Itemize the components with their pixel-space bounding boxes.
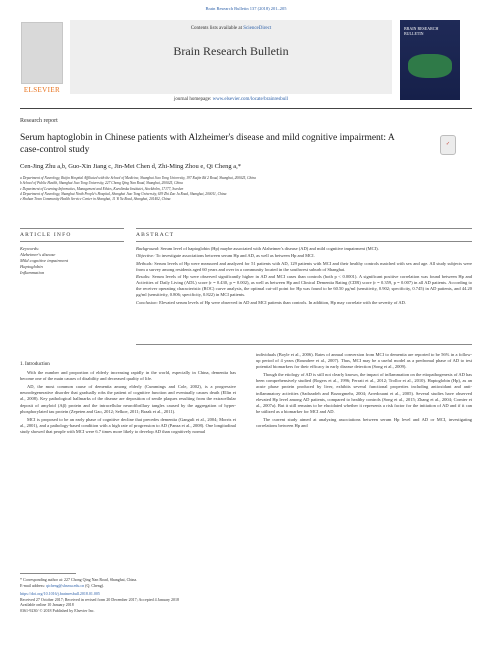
corresponding-author-note: * Corresponding author at: 227 Chong Qing Nan Road, Shanghai, China. [20, 577, 138, 582]
body-left-column [20, 362, 236, 437]
cover-brain-icon [408, 54, 452, 78]
abstract-text: Elevated serum levels of Hp were observed in AD and MCI patients than controls. In addition, Hp may correlate with the severity of AD. [158, 299, 407, 305]
affiliation-item: b School of Public Health, Shanghai Jiao Tong University, 227 Chong Qing Nan Road, Shanghai, 200025, China [20, 181, 183, 186]
keyword-item: Haptoglobin [20, 264, 43, 269]
email-prefix: E-mail address: [20, 582, 46, 588]
body-right-column [256, 352, 472, 431]
journal-citation[interactable]: Brain Research Bulletin 137 (2018) 201–205 [205, 6, 287, 11]
article-info-rule [20, 228, 124, 229]
journal-title: Brain Research Bulletin [173, 44, 289, 58]
journal-homepage-line [70, 97, 392, 102]
publisher-logo[interactable] [20, 22, 64, 94]
abstract-end-rule [136, 344, 472, 345]
affiliations [20, 176, 472, 202]
header-divider [20, 108, 472, 109]
abstract-body [136, 246, 472, 307]
abstract-label: Background: [136, 246, 160, 251]
journal-cover-image[interactable] [400, 20, 460, 100]
contents-prefix: Contents lists available at [190, 26, 244, 31]
body-paragraph: With the number and proportion of elderly increasing rapidly in the world, especially in China, dementia has become one of the main causes of disability and decreased quality of life. [20, 370, 236, 382]
elsevier-tree-icon [21, 22, 63, 84]
doi-link[interactable]: https://doi.org/10.1016/j.brainresbull.2018.01.005 [20, 591, 100, 597]
abstract-paragraph [136, 253, 472, 259]
affiliation-item: c Department of Learning Informatics, Management and Ethics, Karolinska Institutet, Stockholm, 17177, Sweden [20, 186, 184, 191]
cover-title: BRAIN RESEARCH BULLETIN [404, 26, 439, 36]
body-paragraph: individuals (Boyle et al., 2006). Rates of annual conversion from MCI to dementia are reported to be 56% in a follow-up period of 4 years (Roundree et al., 2007). Thus, MCI may be a useful model as a predromal phase of AD to test potential biomarkers for their efficacy in early disease detection (Song et al., 2009). [256, 352, 472, 370]
abstract-rule-lower [136, 241, 472, 242]
abstract-label: Results: [136, 273, 151, 279]
author-list: Cen-Jing Zhu a,b, Guo-Xin Jiang c, Jin-Mei Chen d, Zhi-Ming Zhou e, Qi Cheng a,* [20, 163, 241, 170]
sciencedirect-link[interactable]: ScienceDirect [243, 26, 272, 31]
keywords-block [20, 246, 120, 276]
keyword-item: Alzheimer's disease [20, 252, 56, 257]
footnotes [20, 577, 320, 614]
email-suffix: (Q. Cheng). [84, 582, 105, 588]
footnote-rule [20, 573, 76, 574]
abstract-heading: ABSTRACT [136, 232, 175, 238]
abstract-rule [136, 228, 472, 229]
section-heading-introduction: 1. Introduction [20, 362, 50, 367]
keyword-item: Mild cognitive impairment [20, 258, 68, 263]
abstract-text: To investigate associations between serum Hp and AD, as well as between Hp and MCI. [154, 253, 315, 259]
abstract-paragraph [136, 246, 472, 252]
affiliation-item: e Shuhan Town Community Health Service Center in Shanghai, 11 Yi Yu Road, Shanghai, 201402, China [20, 197, 171, 202]
publisher-logo-text: ELSEVIER [23, 86, 61, 94]
abstract-paragraph [136, 274, 472, 298]
contents-line [70, 26, 392, 31]
abstract-text: Serum levels of Hp were observed significantly higher in AD and MCI cases than controls (both p < 0.0001). A significant positive correlation was found between Hp and Activities of Daily Living (ADL) score (r = 0.430, p = 0.002), as well as between Hp and Clinical Dementia Rating (CDR) score (r = 0.359, p = 0.007) in all AD patients. According to the receiver operating characteristic (ROC) curve analysis, the optimal cut-off point for Hp was found to be 60.50 μg/ml (sensitivity, 0.902; specificity, 0.745) in AD patients, and 44.20 μg/ml (sensitivity, 0.806; specificity, 0.822) in MCI patients. [136, 273, 472, 298]
affiliation-item: d Department of Neurology, Shanghai Ninth People's Hospital, Shanghai Jiao Tong University, 639 Zhi Zao Ju Road, Shanghai, 200011, China [20, 191, 227, 196]
article-info-rule-lower [20, 241, 124, 242]
affiliation-item: a Department of Neurology, Ruijin Hospital Affiliated with the School of Medicine, Shanghai Jiao Tong University, 197 Ruijin Rd 2 Road, Shanghai, 200025, China [20, 176, 256, 180]
abstract-label: Methods: [136, 260, 153, 266]
abstract-paragraph [136, 261, 472, 273]
body-paragraph: MCI is proposed to be an early phase of cognitive decline that precedes dementia (Ganguli et al., 2004; Morris et al., 2001), and a pathology-based condition with a high rate of progression to AD (Panza et al., 2008). One longitudinal study showed that people with MCI were 6.7 times more likely to develop AD than cognitively normal [20, 416, 236, 434]
abstract-text: Serum levels of Hp were measured and analyzed for 51 patients with AD, 129 patients with MCI and their healthy controls matched with sex and age. All study subjects were from a survey among residents aged 60 years and over in a community located in the southwest suburb of Shanghai. [136, 260, 472, 272]
abstract-label: Objective: [136, 253, 155, 259]
homepage-prefix: journal homepage: [173, 97, 213, 102]
body-paragraph: AD, the most common cause of dementia among elderly (Cummings and Cole, 2002), is a progressive neurodegenerative disorder that gradually robs the patient of cognitive function and eventually causes death (Ellin et al., 2008). Key pathological hallmarks of the disease are deposition of senile plaques resulting from the extracellular deposit of amyloid (Aβ) protein and the intracellular neurofibrillary tangles caused by the aggregation of hyper-phosphorylated tau protein (Zepeten and Gao, 2012; Selkoe, 2011; Braak et al., 2011). [20, 384, 236, 414]
abstract-paragraph [136, 300, 472, 306]
journal-homepage-link[interactable]: www.elsevier.com/locate/brainresbull [212, 97, 289, 102]
crossmark-label: ✓ [445, 142, 451, 147]
abstract-label: Conclusion: [136, 299, 158, 305]
copyright-line: 0361-9230/ © 2018 Published by Elsevier Inc. [20, 607, 95, 613]
keywords-label: Keywords: [20, 246, 40, 251]
article-info-heading: ARTICLE INFO [20, 232, 72, 238]
email-link[interactable]: qicheng@shsmu.edu.cn [46, 582, 85, 588]
body-paragraph: Though the etiology of AD is still not clearly known, the impact of inflammation on the etiopathogenesis of AD has been comprehensively studied (Rogers et al., 1996; Ferrati et al., 2012; Trollor et al., 2010). Haptoglobin (Hp), as an acute phase protein produced by liver, exhibits several functional properties including antioxidant and anti-inflammatory activities (Sadrzadeh and Bozorgmehr, 2004; Arredouani et al., 2005). Several studies have observed elevated Hp level among AD patients, compared to healthy controls (Song et al., 2015; Zhang et al., 2004; Cornier et al., 2007a). But it still remains to be elucidated whether it represents a risk factor for the initiation of AD and if it can be utilized as a biomarker for MCI and AD. [256, 372, 472, 414]
paper-title: Serum haptoglobin in Chinese patients with Alzheimer's disease and mild cognitive impairment: A case-control study [20, 133, 395, 155]
keyword-item: Inflammation [20, 270, 45, 275]
available-online-date: Available online 10 January 2018 [20, 602, 74, 608]
abstract-text: Serum level of haptoglobin (Hp) maybe associated with Alzheimer's disease (AD) and mild cognitive impairment (MCI). [159, 246, 379, 251]
received-dates: Received 27 October 2017; Received in revised form 20 December 2017; Accepted 4 January 2018 [20, 596, 180, 602]
article-type: Research report [20, 118, 58, 124]
body-paragraph: The current study aimed at analyzing associations between serum Hp level and AD or MCI, investigating correlations between Hp and [256, 416, 472, 429]
crossmark-icon[interactable] [440, 135, 456, 155]
